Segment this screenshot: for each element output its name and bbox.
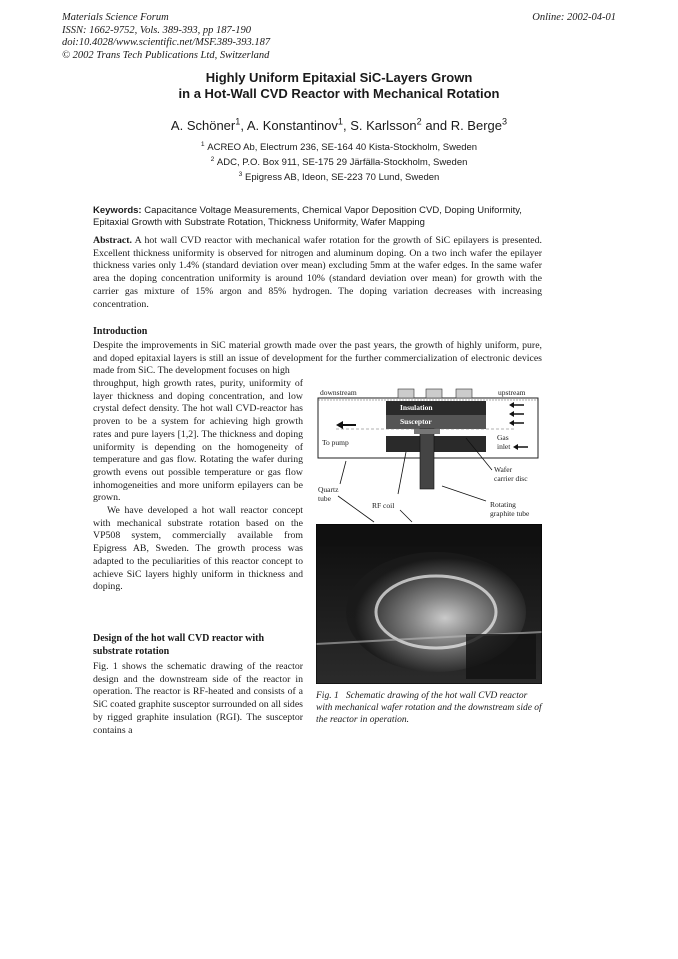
design-heading: Design of the hot wall CVD reactor with substrate rotation xyxy=(93,633,265,657)
label-susceptor: Susceptor xyxy=(400,417,432,426)
abstract-label: Abstract. xyxy=(93,235,132,246)
affiliation-2-text: ADC, P.O. Box 911, SE-175 29 Järfälla-Stockholm, Sweden xyxy=(216,157,468,168)
label-carrier-disc: carrier disc xyxy=(494,474,528,483)
label-to-pump: To pump xyxy=(322,438,349,447)
label-tube: tube xyxy=(318,494,331,503)
label-upstream: upstream xyxy=(498,388,526,397)
affiliation-2-num: 2 xyxy=(210,155,215,163)
affiliation-2 xyxy=(0,155,678,170)
label-insulation: Insulation xyxy=(400,403,433,412)
reactor-photograph xyxy=(316,524,542,684)
photo-link-left xyxy=(338,496,374,522)
label-rotating: Rotating xyxy=(490,500,516,509)
author-conjunction: and xyxy=(425,118,448,133)
title-line-2: in a Hot-Wall CVD Reactor with Mechanical Rotation xyxy=(178,86,500,101)
author-4: R. Berge xyxy=(450,118,502,133)
label-graphite-tube: graphite tube xyxy=(490,509,530,518)
photo-top-dark xyxy=(316,524,542,546)
rf-coil-top-1 xyxy=(398,389,414,398)
rf-coil-top-2 xyxy=(426,389,442,398)
design-paragraph: Fig. 1 shows the schematic drawing of the reactor design and the downstream side of the reactor in operation. The reactor is RF-heated and consists of a SiC coated graphite susceptor surrounded on all sides by rigged graphite insulation (RGI). The susceptor contains a xyxy=(93,661,303,736)
rotation-shaft xyxy=(420,429,434,489)
author-4-affil: 3 xyxy=(502,116,508,127)
label-downstream: downstream xyxy=(320,388,357,397)
label-quartz: Quartz xyxy=(318,485,339,494)
abstract-block xyxy=(93,235,542,311)
gas-inlet-arrows xyxy=(509,402,528,450)
copyright-line: © 2002 Trans Tech Publications Ltd, Switzerland xyxy=(62,49,270,61)
paper-title xyxy=(0,70,678,102)
rotating-tube-leader xyxy=(442,486,486,501)
author-2-affil: 1 xyxy=(337,116,343,127)
introduction-full-width-text: Despite the improvements in SiC material growth made over the past years, the growth of highly uniform, pure, and doped epitaxial layers is still an issue of development for the further commercialization of electronic devices made from SiC. The development focuses on high xyxy=(93,340,542,377)
affiliation-3-num: 3 xyxy=(238,170,243,178)
title-line-1: Highly Uniform Epitaxial SiC-Layers Grown xyxy=(205,70,473,85)
label-wafer: Wafer xyxy=(494,465,513,474)
online-date: Online: 2002-04-01 xyxy=(532,12,616,23)
introduction-paragraph-2: We have developed a hot wall reactor concept with mechanical substrate rotation based on the VP508 system, commercially available from Epigress AB, Sweden. The growth process was adapted to the peculiarities of this reactor concept to achieve SiC layers highly uniform in thickness and doping. xyxy=(93,505,303,593)
journal-name: Materials Science Forum xyxy=(62,12,169,23)
affiliation-3-text: Epigress AB, Ideon, SE-223 70 Lund, Sweden xyxy=(244,172,440,183)
abstract-text: A hot wall CVD reactor with mechanical wafer rotation for the growth of SiC epilayers is presented. Excellent thickness uniformity is observed for nitrogen and aluminum doping. On a two inch wafer the epilayer thickness varies only 1.4% (standard deviation over mean) excluding 5mm at the wafer edges. In the same wafer area the doping concentration uniformity is around 10% (standard deviation over mean) for growth with the carrier gas mixture of 15% argon and 85% hydrogen. The doping variation decreases with increasing concentration. xyxy=(93,235,542,310)
figure-caption xyxy=(316,690,542,726)
author-list: A. Schöner$^1$, A. Konstantinov$^1$, S. Karlsson$^2$ and R. Berge$^3$ xyxy=(170,116,508,133)
author-2: A. Konstantinov xyxy=(246,118,338,133)
keywords-block xyxy=(93,205,545,229)
affiliation-list xyxy=(0,140,678,185)
photo-link-mid xyxy=(400,510,412,522)
keywords-text: Capacitance Voltage Measurements, Chemical Vapor Deposition CVD, Doping Uniformity, Epitaxial Growth with Substrate Rotation, Thickness Uniformity, Wafer Mapping xyxy=(93,205,522,228)
journal-metadata xyxy=(62,12,270,62)
affiliation-1 xyxy=(0,140,678,155)
author-3-affil: 2 xyxy=(416,116,422,127)
author-1: A. Schöner xyxy=(170,118,236,133)
label-rf-coil: RF coil xyxy=(372,501,395,510)
label-inlet: inlet xyxy=(497,442,511,451)
label-gas: Gas xyxy=(497,433,509,442)
quartz-leader xyxy=(340,461,346,484)
figure-caption-text: Schematic drawing of the hot wall CVD reactor with mechanical wafer rotation and the downstream side of the reactor in operation. xyxy=(316,691,542,725)
affiliation-1-text: ACREO Ab, Electrum 236, SE-164 40 Kista-Stockholm, Sweden xyxy=(207,142,478,153)
introduction-paragraph-1: throughput, high growth rates, purity, uniformity of layer thickness and doping concentration, and low crystal defect density. The hot wall CVD-reactor has proven to be a system for achieving high growth rates and pure layers [1,2]. The thickness and doping uniformity is depending on the homogeneity of temperature and gas flow. Rotating the wafer during growth evens out possible temperature or gas flow inhomogeneities and more uniform epilayers can be grown. xyxy=(93,378,303,504)
photo-bottom-right-dark xyxy=(466,634,536,679)
rf-coil-top-3 xyxy=(456,389,472,398)
affiliation-3 xyxy=(0,170,678,185)
figure-caption-label: Fig. 1 xyxy=(316,691,339,701)
keywords-label: Keywords: xyxy=(93,205,142,216)
author-3: S. Karlsson xyxy=(350,118,417,133)
author-1-affil: 1 xyxy=(235,116,241,127)
introduction-column xyxy=(93,378,303,594)
wafer-carrier-disc xyxy=(414,429,440,434)
affiliation-1-num: 1 xyxy=(200,140,205,148)
introduction-heading: Introduction xyxy=(93,326,148,337)
pump-arrow-head xyxy=(336,421,343,429)
doi-line: doi:10.4028/www.scientific.net/MSF.389-393.187 xyxy=(62,37,271,48)
issn-line: ISSN: 1662-9752, Vols. 389-393, pp 187-190 xyxy=(62,24,251,36)
